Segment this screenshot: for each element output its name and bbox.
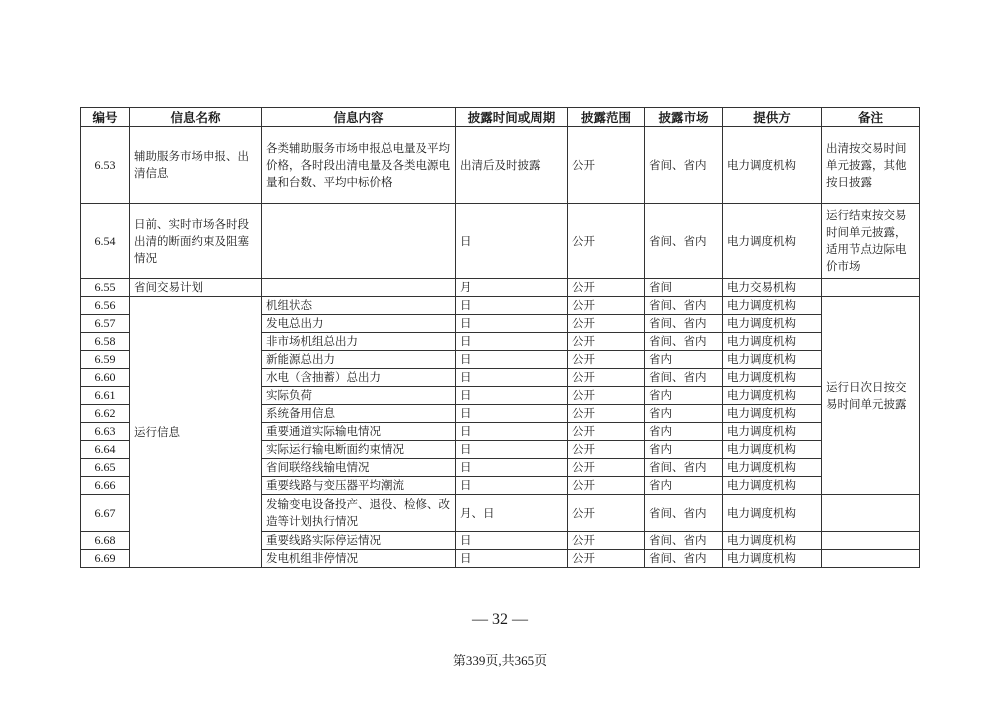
row-disclosure-market: 省间 <box>645 279 723 297</box>
row-disclosure-time: 日 <box>456 477 568 495</box>
row-provider: 电力调度机构 <box>723 297 822 315</box>
row-note <box>822 532 920 550</box>
row-note: 运行结束按交易时间单元披露，适用节点边际电价市场 <box>822 204 920 279</box>
row-disclosure-time: 日 <box>456 550 568 568</box>
row-disclosure-market: 省间、省内 <box>645 495 723 532</box>
row-disclosure-market: 省内 <box>645 423 723 441</box>
table-row <box>81 279 920 297</box>
table-header-row <box>81 108 920 127</box>
row-provider: 电力调度机构 <box>723 405 822 423</box>
row-info-content: 各类辅助服务市场申报总电量及平均价格，各时段出清电量及各类电源电量和台数、平均中标价格 <box>262 127 456 204</box>
row-provider: 电力调度机构 <box>723 495 822 532</box>
row-provider: 电力调度机构 <box>723 315 822 333</box>
row-info-content: 重要通道实际输电情况 <box>262 423 456 441</box>
row-info-content: 非市场机组总出力 <box>262 333 456 351</box>
row-disclosure-scope: 公开 <box>568 441 645 459</box>
row-disclosure-market: 省内 <box>645 387 723 405</box>
row-disclosure-time: 日 <box>456 204 568 279</box>
row-disclosure-scope: 公开 <box>568 127 645 204</box>
row-info-content: 发输变电设备投产、退役、检修、改造等计划执行情况 <box>262 495 456 532</box>
row-provider: 电力交易机构 <box>723 279 822 297</box>
row-number: 6.61 <box>81 387 130 405</box>
header-number: 编号 <box>81 108 130 127</box>
row-number: 6.63 <box>81 423 130 441</box>
row-info-content: 新能源总出力 <box>262 351 456 369</box>
row-number: 6.65 <box>81 459 130 477</box>
operation-info-group <box>81 297 920 568</box>
header-note: 备注 <box>822 108 920 127</box>
row-provider: 电力调度机构 <box>723 351 822 369</box>
row-note <box>822 495 920 532</box>
row-provider: 电力调度机构 <box>723 441 822 459</box>
row-disclosure-time: 日 <box>456 369 568 387</box>
row-disclosure-time: 日 <box>456 297 568 315</box>
row-info-content: 水电（含抽蓄）总出力 <box>262 369 456 387</box>
row-note <box>822 550 920 568</box>
header-disclosure-market: 披露市场 <box>645 108 723 127</box>
row-disclosure-market: 省内 <box>645 351 723 369</box>
row-disclosure-market: 省间、省内 <box>645 333 723 351</box>
row-disclosure-time: 月 <box>456 279 568 297</box>
row-number: 6.58 <box>81 333 130 351</box>
row-number: 6.53 <box>81 127 130 204</box>
row-disclosure-time: 日 <box>456 441 568 459</box>
row-number: 6.66 <box>81 477 130 495</box>
row-provider: 电力调度机构 <box>723 127 822 204</box>
row-provider: 电力调度机构 <box>723 459 822 477</box>
row-disclosure-market: 省间、省内 <box>645 315 723 333</box>
row-info-name: 运行信息 <box>130 297 262 568</box>
row-disclosure-scope: 公开 <box>568 369 645 387</box>
row-disclosure-scope: 公开 <box>568 550 645 568</box>
row-disclosure-time: 月、日 <box>456 495 568 532</box>
row-disclosure-market: 省间、省内 <box>645 550 723 568</box>
row-disclosure-time: 日 <box>456 405 568 423</box>
row-info-content: 省间联络线输电情况 <box>262 459 456 477</box>
row-note: 运行日次日按交易时间单元披露 <box>822 297 920 495</box>
row-disclosure-market: 省间、省内 <box>645 297 723 315</box>
row-info-content: 重要线路与变压器平均潮流 <box>262 477 456 495</box>
row-disclosure-time: 日 <box>456 532 568 550</box>
row-provider: 电力调度机构 <box>723 477 822 495</box>
row-number: 6.62 <box>81 405 130 423</box>
row-info-name: 辅助服务市场申报、出清信息 <box>130 127 262 204</box>
row-number: 6.69 <box>81 550 130 568</box>
row-disclosure-market: 省间、省内 <box>645 459 723 477</box>
row-disclosure-market: 省内 <box>645 441 723 459</box>
row-disclosure-market: 省间、省内 <box>645 204 723 279</box>
table-row <box>81 297 920 315</box>
row-info-content: 发电机组非停情况 <box>262 550 456 568</box>
row-disclosure-market: 省内 <box>645 477 723 495</box>
row-disclosure-scope: 公开 <box>568 279 645 297</box>
row-info-name: 日前、实时市场各时段出清的断面约束及阻塞情况 <box>130 204 262 279</box>
row-number: 6.57 <box>81 315 130 333</box>
row-info-content: 系统备用信息 <box>262 405 456 423</box>
row-number: 6.56 <box>81 297 130 315</box>
row-info-name: 省间交易计划 <box>130 279 262 297</box>
row-number: 6.60 <box>81 369 130 387</box>
row-info-content: 机组状态 <box>262 297 456 315</box>
page-footer: 第339页,共365页 <box>452 653 548 668</box>
row-disclosure-scope: 公开 <box>568 459 645 477</box>
row-disclosure-scope: 公开 <box>568 495 645 532</box>
row-info-content: 重要线路实际停运情况 <box>262 532 456 550</box>
row-number: 6.54 <box>81 204 130 279</box>
row-disclosure-scope: 公开 <box>568 405 645 423</box>
row-disclosure-market: 省内 <box>645 405 723 423</box>
row-info-content <box>262 204 456 279</box>
row-number: 6.67 <box>81 495 130 532</box>
row-disclosure-market: 省间、省内 <box>645 127 723 204</box>
header-disclosure-scope: 披露范围 <box>568 108 645 127</box>
row-disclosure-time: 出清后及时披露 <box>456 127 568 204</box>
row-disclosure-market: 省间、省内 <box>645 532 723 550</box>
header-info-name: 信息名称 <box>130 108 262 127</box>
row-disclosure-time: 日 <box>456 333 568 351</box>
row-disclosure-scope: 公开 <box>568 204 645 279</box>
row-info-content <box>262 279 456 297</box>
row-disclosure-scope: 公开 <box>568 351 645 369</box>
row-provider: 电力调度机构 <box>723 369 822 387</box>
row-info-content: 实际运行输电断面约束情况 <box>262 441 456 459</box>
header-info-content: 信息内容 <box>262 108 456 127</box>
row-provider: 电力调度机构 <box>723 387 822 405</box>
row-provider: 电力调度机构 <box>723 532 822 550</box>
row-disclosure-scope: 公开 <box>568 333 645 351</box>
disclosure-table <box>80 107 920 568</box>
row-number: 6.68 <box>81 532 130 550</box>
row-disclosure-scope: 公开 <box>568 315 645 333</box>
row-number: 6.59 <box>81 351 130 369</box>
row-disclosure-time: 日 <box>456 351 568 369</box>
row-disclosure-scope: 公开 <box>568 387 645 405</box>
row-disclosure-scope: 公开 <box>568 297 645 315</box>
row-provider: 电力调度机构 <box>723 204 822 279</box>
row-number: 6.64 <box>81 441 130 459</box>
row-disclosure-scope: 公开 <box>568 532 645 550</box>
row-provider: 电力调度机构 <box>723 550 822 568</box>
row-disclosure-time: 日 <box>456 459 568 477</box>
table-row <box>81 204 920 279</box>
row-disclosure-market: 省间、省内 <box>645 369 723 387</box>
row-disclosure-time: 日 <box>456 423 568 441</box>
row-number: 6.55 <box>81 279 130 297</box>
header-provider: 提供方 <box>723 108 822 127</box>
row-disclosure-time: 日 <box>456 387 568 405</box>
row-info-content: 实际负荷 <box>262 387 456 405</box>
header-disclosure-time: 披露时间或周期 <box>456 108 568 127</box>
row-disclosure-time: 日 <box>456 315 568 333</box>
row-note: 出清按交易时间单元披露，其他按日披露 <box>822 127 920 204</box>
table-row <box>81 127 920 204</box>
page-number: — 32 — <box>472 611 528 628</box>
row-provider: 电力调度机构 <box>723 333 822 351</box>
row-note <box>822 279 920 297</box>
row-provider: 电力调度机构 <box>723 423 822 441</box>
row-disclosure-scope: 公开 <box>568 423 645 441</box>
row-info-content: 发电总出力 <box>262 315 456 333</box>
row-disclosure-scope: 公开 <box>568 477 645 495</box>
